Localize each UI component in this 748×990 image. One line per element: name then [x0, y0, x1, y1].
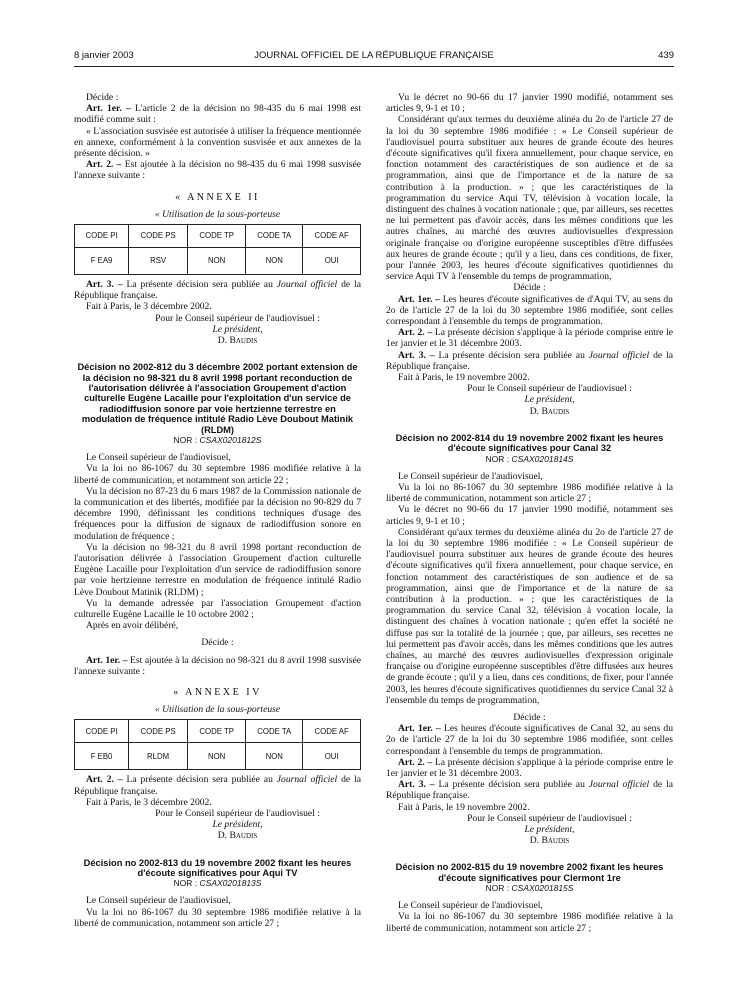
table-cell: NON	[188, 743, 246, 770]
table-header-cell: CODE TP	[188, 225, 246, 248]
table-cell: RLDM	[129, 743, 188, 770]
signature-name: D. Baudis	[529, 405, 570, 417]
article-paragraph: Art. 1er. – Les heures d'écoute significatives de Canal 32, au sens du 2o de l'article 27 de la loi du 30 septembre 1986 modifiée, sont celles correspondant à l'ensemble du temps de programmation.	[386, 723, 673, 757]
body-paragraph: Vu la loi no 86-1067 du 30 septembre 1986 modifiée relative à la liberté de communication, notamment son article 27 ;	[74, 906, 361, 929]
body-paragraph: Le Conseil supérieur de l'audiovisuel,	[86, 452, 231, 464]
article-paragraph: Art. 2. – La présente décision s'applique à la période comprise entre le 1er janvier et le 31 décembre 2003.	[386, 327, 673, 350]
annexe-subtitle: « Utilisation de la sous-porteuse	[154, 704, 281, 716]
article-paragraph: Art. 1er. – Est ajoutée à la décision no 98-321 du 8 avril 1998 susvisée l'annexe suivante :	[74, 654, 361, 677]
signature-title: Le président,	[524, 824, 575, 835]
table-header-cell: CODE AF	[303, 225, 361, 248]
table-header-cell: CODE AF	[303, 720, 361, 743]
table-header-cell: CODE PS	[129, 720, 188, 743]
body-paragraph: Considérant qu'aux termes du deuxième alinéa du 2o de l'article 27 de la loi du 30 septembre 1986 modifiée : « Le Conseil supérieur de l'audiovisuel pourra substituer aux heures de grande écoute des heures d'écoute significatives qu'il fixera annuellement, pour chaque service, en fonction notamment des caractéristiques de son audience et de sa programmation, ainsi que de l'importance et de la nature de sa contribution à la production. » ; que les caractéristiques de la programmation du service Aqui TV, télévision à vocation locale, la distinguent des chaînes à vocation nationale ; que, par ailleurs, ses recettes ne lui permettent pas d'avoir accès, dans les mêmes conditions que les autres chaînes, au marché des œuvres audiovisuelles d'expression originale française ou d'origine européenne susceptibles d'être diffusées aux heures de grande écoute ; qu'il y a lieu, dans ces conditions, de fixer, pour l'année 2003, les heures d'écoute significatives quotidiennes du service Aqui TV à l'ensemble du temps de programmation,	[386, 114, 673, 283]
decision-title: Décision no 2002-813 du 19 novembre 2002 fixant les heures d'écoute significatives pour Aqui TV	[83, 857, 352, 878]
nor-reference: NOR : CSAX0201812S	[173, 435, 262, 446]
article-paragraph: Art. 1er. – Les heures d'écoute significatives de d'Aqui TV, au sens du 2o de l'article 27 de la loi du 30 septembre 1986 modifiée, sont celles correspondant à l'ensemble du temps de programmation.	[386, 293, 673, 328]
body-paragraph: Le Conseil supérieur de l'audiovisuel,	[86, 895, 231, 907]
nor-reference: NOR : CSAX0201814S	[485, 453, 574, 464]
signature-title: Le président,	[524, 394, 575, 406]
table-cell: NON	[246, 743, 303, 770]
table-cell: OUI	[303, 743, 361, 770]
signature-for: Pour le Conseil supérieur de l'audiovisuel :	[155, 807, 320, 819]
right-column	[386, 92, 673, 934]
body-paragraph: Vu la décision no 98-321 du 8 avril 1998 portant reconduction de l'autorisation délivrée à l'association Groupement d'action culturelle Eugène Lacaille pour l'exploitation d'un service de radiodiffusion sonore par voie hertzienne terrestre en modulation de fréquence intitulé Radio Lève Doubout Matinik (RLDM) ;	[74, 541, 361, 598]
article-paragraph: Art. 2. – La présente décision sera publiée au Journal officiel de la République française.	[74, 774, 361, 797]
nor-reference: NOR : CSAX0201815S	[485, 883, 574, 894]
body-paragraph: Vu la décision no 87-23 du 6 mars 1987 de la Commission nationale de la communication et des libertés, modifiée par la décision no 90-829 du 7 décembre 1990, définissant les conditions techniques d'usage des fréquences pour la diffusion de signaux de radiodiffusion sonore en modulation de fréquence ;	[74, 485, 361, 542]
table-header-cell: CODE PI	[75, 720, 129, 743]
article-paragraph: Art. 1er. – L'article 2 de la décision no 98-435 du 6 mai 1998 est modifié comme suit :	[74, 103, 361, 126]
signature-for: Pour le Conseil supérieur de l'audiovisuel :	[155, 312, 320, 324]
table-cell: F EB0	[75, 743, 129, 770]
annexe-title: « ANNEXE II	[175, 191, 260, 203]
body-paragraph: Après en avoir délibéré,	[86, 620, 179, 632]
decide-heading: Décide :	[86, 92, 119, 103]
body-paragraph: Vu la loi no 86-1067 du 30 septembre 1986 modifiée relative à la liberté de communication, et notamment son article 22 ;	[74, 463, 361, 486]
annexe-title: « ANNEXE IV	[173, 686, 262, 698]
subcarrier-table	[74, 719, 361, 770]
table-header-row	[75, 720, 361, 743]
signature-name: D. Baudis	[529, 835, 570, 847]
signature-title: Le président,	[212, 323, 263, 335]
table-header-cell: CODE TP	[188, 720, 246, 743]
signature-place-date: Fait à Paris, le 19 novembre 2002.	[398, 801, 530, 813]
article-paragraph: Art. 2. – La présente décision s'applique à la période comprise entre le 1er janvier et le 31 décembre 2003.	[386, 756, 673, 779]
body-paragraph: Vu la demande adressée par l'association Groupement d'action culturelle Eugène Lacaille le 10 octobre 2002 ;	[74, 597, 361, 620]
table-header-cell: CODE PI	[75, 225, 129, 248]
body-paragraph: Considérant qu'aux termes du deuxième alinéa du 2o de l'article 27 de la loi du 30 septembre 1986 modifiée : « Le Conseil supérieur de l'audiovisuel pourra substituer aux heures de grande écoute des heures d'écoute significatives qu'il fixera annuellement, pour chaque service, en fonction notamment des caractéristiques de son audience et de sa programmation, ainsi que de l'importance et de la nature de sa contribution à la production. » ; que les caractéristiques de la programmation du service Canal 32, télévision à vocation locale, la distinguent des chaînes à vocation nationale ; qu'en effet la société ne diffuse pas sur la totalité de la journée ; que, par ailleurs, ses recettes ne lui permettent pas d'avoir accès, dans les mêmes conditions que les autres chaînes, au marché des œuvres audiovisuelles d'expression originale française ou d'origine européenne susceptibles d'être diffusées aux heures de grande écoute ; qu'il y a lieu, dans ces conditions, de fixer, pour l'année 2003, les heures d'écoute significatives quotidiennes du service Canal 32 à l'ensemble du temps de programmation,	[386, 526, 673, 706]
article-paragraph: Art. 3. – La présente décision sera publiée au Journal officiel de la République française.	[386, 349, 673, 372]
signature-place-date: Fait à Paris, le 3 décembre 2002.	[86, 796, 212, 808]
decide-heading: Décide :	[513, 282, 546, 294]
signature-name: D. Baudis	[217, 830, 258, 842]
signature-place-date: Fait à Paris, le 3 décembre 2002.	[86, 301, 212, 313]
table-cell: NON	[246, 248, 303, 275]
article-paragraph: Art. 3. – La présente décision sera publiée au Journal officiel de la République française.	[74, 279, 361, 302]
table-row	[75, 248, 361, 275]
table-header-cell: CODE TA	[246, 720, 303, 743]
table-cell: NON	[188, 248, 246, 275]
table-row	[75, 743, 361, 770]
body-paragraph: Le Conseil supérieur de l'audiovisuel,	[398, 900, 543, 912]
signature-place-date: Fait à Paris, le 19 novembre 2002.	[398, 372, 530, 384]
signature-for: Pour le Conseil supérieur de l'audiovisuel :	[467, 812, 632, 824]
table-cell: OUI	[303, 248, 361, 275]
decide-heading: Décide :	[513, 711, 546, 723]
table-header-row	[75, 225, 361, 248]
decision-title: Décision no 2002-815 du 19 novembre 2002 fixant les heures d'écoute significatives pour Clermont 1re	[395, 862, 664, 883]
signature-title: Le président,	[212, 819, 263, 831]
decision-title: Décision no 2002-812 du 3 décembre 2002 portant extension de la décision no 98-321 du 8 avril 1998 portant reconduction de l'autorisation délivrée à l'association Groupement d'action culturelle Eugène Lacaille pour l'exploitation d'un service de radiodiffusion sonore par voie hertzienne terrestre en modulation de fréquence intitulé Radio Lève Doubout Matinik (RLDM)	[77, 362, 358, 435]
header-page-number: 439	[658, 50, 674, 61]
signature-for: Pour le Conseil supérieur de l'audiovisuel :	[467, 383, 632, 395]
table-header-cell: CODE PS	[129, 225, 188, 248]
article-paragraph: « L'association susvisée est autorisée à utiliser la fréquence mentionnée en annexe, conformément à la convention susvisée et aux annexes de la présente décision. »	[74, 125, 361, 160]
article-paragraph: Art. 2. – Est ajoutée à la décision no 98-435 du 6 mai 1998 susvisée l'annexe suivante :	[74, 159, 361, 182]
nor-reference: NOR : CSAX0201813S	[173, 878, 262, 889]
page-header	[74, 50, 674, 62]
annexe-subtitle: « Utilisation de la sous-porteuse	[154, 208, 281, 220]
article-paragraph: Art. 3. – La présente décision sera publiée au Journal officiel de la République française.	[386, 779, 673, 802]
subcarrier-table	[74, 224, 361, 275]
decide-heading: Décide :	[201, 637, 234, 649]
header-date: 8 janvier 2003	[74, 50, 134, 61]
header-rule	[74, 66, 674, 67]
header-journal-title: JOURNAL OFFICIEL DE LA RÉPUBLIQUE FRANÇAISE	[254, 50, 494, 61]
signature-name: D. Baudis	[217, 335, 258, 347]
decision-title: Décision no 2002-814 du 19 novembre 2002 fixant les heures d'écoute significatives pour Canal 32	[395, 432, 664, 454]
body-paragraph: Vu le décret no 90-66 du 17 janvier 1990 modifié, notamment ses articles 9, 9-1 et 10 ;	[386, 504, 673, 527]
left-column	[74, 92, 361, 929]
table-cell: RSV	[129, 248, 188, 275]
table-cell: F EA9	[75, 248, 129, 275]
body-paragraph: Vu la loi no 86-1067 du 30 septembre 1986 modifiée relative à la liberté de communication, notamment son article 27 ;	[386, 911, 673, 934]
table-header-cell: CODE TA	[246, 225, 303, 248]
body-paragraph: Le Conseil supérieur de l'audiovisuel,	[398, 470, 543, 482]
body-paragraph: Vu la loi no 86-1067 du 30 septembre 1986 modifiée relative à la liberté de communication, notamment son article 27 ;	[386, 481, 673, 505]
body-paragraph: Vu le décret no 90-66 du 17 janvier 1990 modifié, notamment ses articles 9, 9-1 et 10 ;	[386, 92, 673, 115]
